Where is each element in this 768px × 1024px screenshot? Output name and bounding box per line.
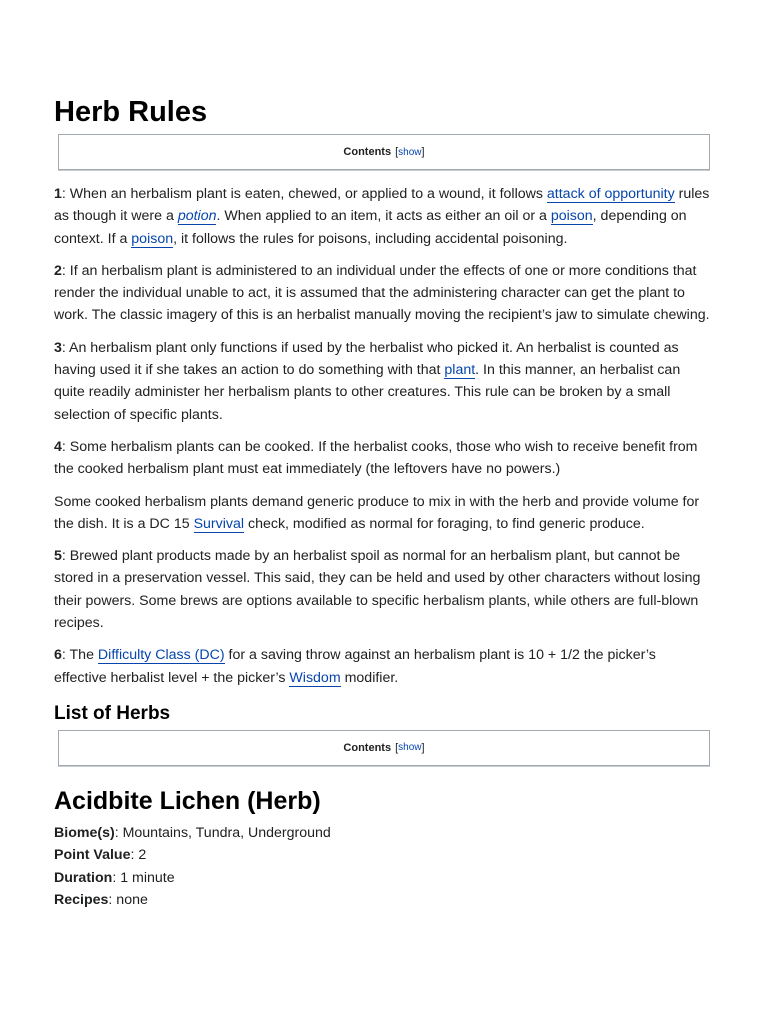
rule-4 xyxy=(54,436,712,481)
rule-text: , it follows the rules for poisons, including accidental poisoning. xyxy=(173,230,568,247)
toc-title: Contents xyxy=(343,146,392,158)
link-potion[interactable]: potion xyxy=(177,208,217,225)
property-value: : 1 minute xyxy=(112,869,175,886)
link-attack-of-opportunity[interactable]: attack of opportunity xyxy=(546,186,675,202)
link-plant[interactable]: plant xyxy=(444,362,476,379)
link-poison[interactable]: poison xyxy=(131,230,174,247)
rule-number: 6 xyxy=(54,647,62,664)
toc-show-link[interactable]: show xyxy=(398,146,422,158)
rule-text: check, modified as normal for foraging, to find generic produce. xyxy=(244,515,645,532)
rule-3 xyxy=(54,337,712,426)
rule-2 xyxy=(54,260,712,327)
link-survival[interactable]: Survival xyxy=(193,515,245,532)
rule-5 xyxy=(54,545,712,634)
rule-number: 4 xyxy=(54,438,62,455)
herb-title: Acidbite Lichen (Herb) xyxy=(54,786,321,815)
rule-6 xyxy=(54,644,712,689)
toc-close-bracket: ] xyxy=(421,741,425,754)
rule-text: . When applied to an item, it acts as either an oil or a xyxy=(216,208,551,225)
table-of-contents xyxy=(58,134,710,170)
toc-open-bracket: [ xyxy=(395,741,399,754)
article xyxy=(54,92,712,911)
rule-number: 5 xyxy=(54,548,62,565)
link-wisdom[interactable]: Wisdom xyxy=(289,669,341,686)
toc-close-bracket: ] xyxy=(421,146,425,158)
rule-number: 1 xyxy=(54,186,62,202)
property-label: Biome(s) xyxy=(54,824,115,841)
rule-1 xyxy=(54,183,712,250)
herb-property xyxy=(54,889,712,911)
property-value: : none xyxy=(108,891,148,908)
rule-text: : The xyxy=(61,647,98,664)
property-label: Duration xyxy=(54,869,113,886)
rule-text: : An herbalism plant only functions if used by the herbalist who picked it. An herbalist is counted as having used it if she takes an action to do something with that xyxy=(54,339,679,379)
toc-show-link[interactable]: show xyxy=(398,742,422,754)
toc-open-bracket: [ xyxy=(395,146,399,158)
rule-text: : Brewed plant products made by an herbalist spoil as normal for an herbalism plant, but cannot be stored in a preservation vessel. This said, they can be held and used by other characters without losing their powers. Some brews are options available to specific herbalism plants, while others are full-blown recipes. xyxy=(54,548,701,632)
rule-text: , depending on context. If a xyxy=(54,208,687,247)
rule-number: 3 xyxy=(54,339,62,356)
rule-text: for a saving throw against an herbalism plant is 10 + 1/2 the picker’s effective herbalist level + the picker’s xyxy=(54,647,656,686)
rule-number: 2 xyxy=(54,262,62,279)
herb-property xyxy=(54,867,712,889)
link-poison[interactable]: poison xyxy=(550,208,593,225)
table-of-contents xyxy=(58,730,710,766)
rule-text: : Some herbalism plants can be cooked. If the herbalist cooks, those who wish to receive benefit from the cooked herbalism plant must eat immediately (the leftovers have no powers.) xyxy=(54,438,698,478)
rule-text: Some cooked herbalism plants demand generic produce to mix in with the herb and provide volume for the dish. It is a DC 15 xyxy=(54,493,700,532)
property-value: : 2 xyxy=(130,847,147,864)
rule-text: : When an herbalism plant is eaten, chewed, or applied to a wound, it follows xyxy=(61,186,547,202)
rule-4-note xyxy=(54,491,712,536)
rule-text: modifier. xyxy=(340,669,399,686)
property-label: Point Value xyxy=(54,847,131,864)
property-value: : Mountains, Tundra, Underground xyxy=(114,824,331,841)
herb-properties xyxy=(54,822,712,911)
herb-property xyxy=(54,844,712,866)
rule-text: . In this manner, an herbalist can quite readily administer her herbalism plants to other creatures. This rule can be broken by a small selection of specific plants. xyxy=(54,362,681,423)
link-difficulty-class[interactable]: Difficulty Class (DC) xyxy=(97,647,225,664)
rule-text: : If an herbalism plant is administered to an individual under the effects of one or more conditions that render the individual unable to act, it is assumed that the administering character can get the plant to work. The classic imagery of this is an herbalist manually moving the recipient’s jaw to simulate chewing. xyxy=(54,262,710,324)
page-title: Herb Rules xyxy=(54,96,208,128)
section-heading-list-of-herbs: List of Herbs xyxy=(54,702,171,724)
rule-text: rules as though it were a xyxy=(54,186,710,225)
herb-property xyxy=(54,822,712,844)
property-label: Recipes xyxy=(54,891,109,908)
toc-title: Contents xyxy=(343,741,392,754)
